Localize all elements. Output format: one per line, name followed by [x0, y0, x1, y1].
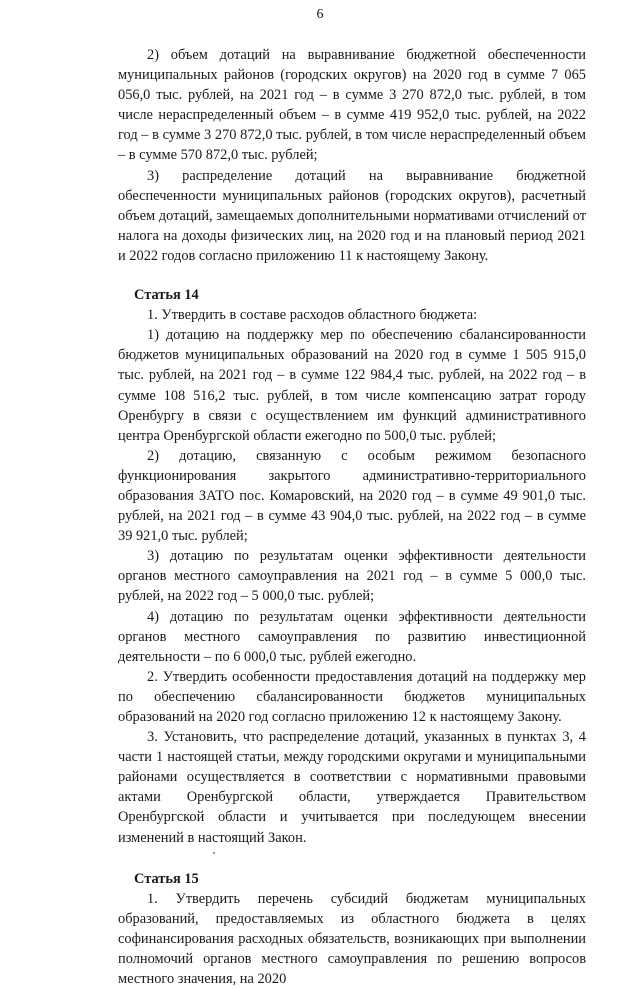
paragraph: 1. Утвердить перечень субсидий бюджетам муниципальных образований, предоставляемых из областного бюджета в целях софинансирования расходных обязательств, возникающих при выполнении полномочий органов местного самоуправления по решению вопросов местного значения, на 2020: [118, 890, 586, 988]
page-number: 6: [316, 7, 324, 22]
paragraph: 3. Установить, что распределение дотаций, указанных в пунктах 3, 4 части 1 настоящей статьи, между городскими округами и муниципальными районами осуществляется в соответствии с нормативными правовыми актами Оренбургской области, утверждается Правительством Оренбургской области и учитывается при последующем внесении изменений в настоящий Закон.: [118, 729, 586, 846]
paragraph: 2. Утвердить особенности предоставления дотаций на поддержку мер по обеспечению сбалансированности бюджетов муниципальных образований на 2020 год согласно приложению 12 к настоящему Закону.: [118, 668, 586, 725]
article-14-heading: Статья 14: [134, 287, 199, 304]
document-body: [118, 45, 586, 989]
paragraph: 3) дотацию по результатам оценки эффективности деятельности органов местного самоуправления на 2021 год – в сумме 5 000,0 тыс. рублей, на 2022 год – 5 000,0 тыс. рублей;: [118, 548, 586, 605]
paragraph: 1. Утвердить в составе расходов областного бюджета:: [147, 307, 478, 324]
paragraph: 2) дотацию, связанную с особым режимом безопасного функционирования закрытого административно-территориального образования ЗАТО пос. Комаровский, на 2020 год – в сумме 49 901,0 тыс. рублей, на 2021 год – в сумме 43 904,0 тыс. рублей, на 2022 год – в сумме 39 921,0 тыс. рублей;: [118, 447, 586, 545]
paragraph: 4) дотацию по результатам оценки эффективности деятельности органов местного самоуправления по развитию инвестиционной деятельности – по 6 000,0 тыс. рублей ежегодно.: [118, 608, 586, 665]
scan-speck: [213, 852, 215, 854]
article-15-heading: Статья 15: [134, 870, 199, 887]
paragraph: 1) дотацию на поддержку мер по обеспечению сбалансированности бюджетов муниципальных образований на 2020 год в сумме 1 505 915,0 тыс. рублей, на 2021 год – в сумме 122 984,4 тыс. рублей, на 2022 год – в сумме 108 516,2 тыс. рублей, в том числе компенсацию затрат городу Оренбургу в связи с осуществлением им функций административного центра Оренбургской области ежегодно по 500,0 тыс. рублей;: [118, 327, 586, 444]
paragraph: 2) объем дотаций на выравнивание бюджетной обеспеченности муниципальных районов (городских округов) на 2020 год в сумме 7 065 056,0 тыс. рублей, на 2021 год – в сумме 3 270 872,0 тыс. рублей, в том числе нераспределенный объем – в сумме 419 952,0 тыс. рублей, на 2022 год – в сумме 3 270 872,0 тыс. рублей, в том числе нераспределенный объем – в сумме 570 872,0 тыс. рублей;: [118, 47, 586, 164]
paragraph: 3) распределение дотаций на выравнивание бюджетной обеспеченности муниципальных районов (городских округов), расчетный объем дотаций, замещаемых дополнительными нормативами отчислений от налога на доходы физических лиц, на 2020 год и на плановый период 2021 и 2022 годов согласно приложению 11 к настоящему Закону.: [118, 167, 586, 264]
